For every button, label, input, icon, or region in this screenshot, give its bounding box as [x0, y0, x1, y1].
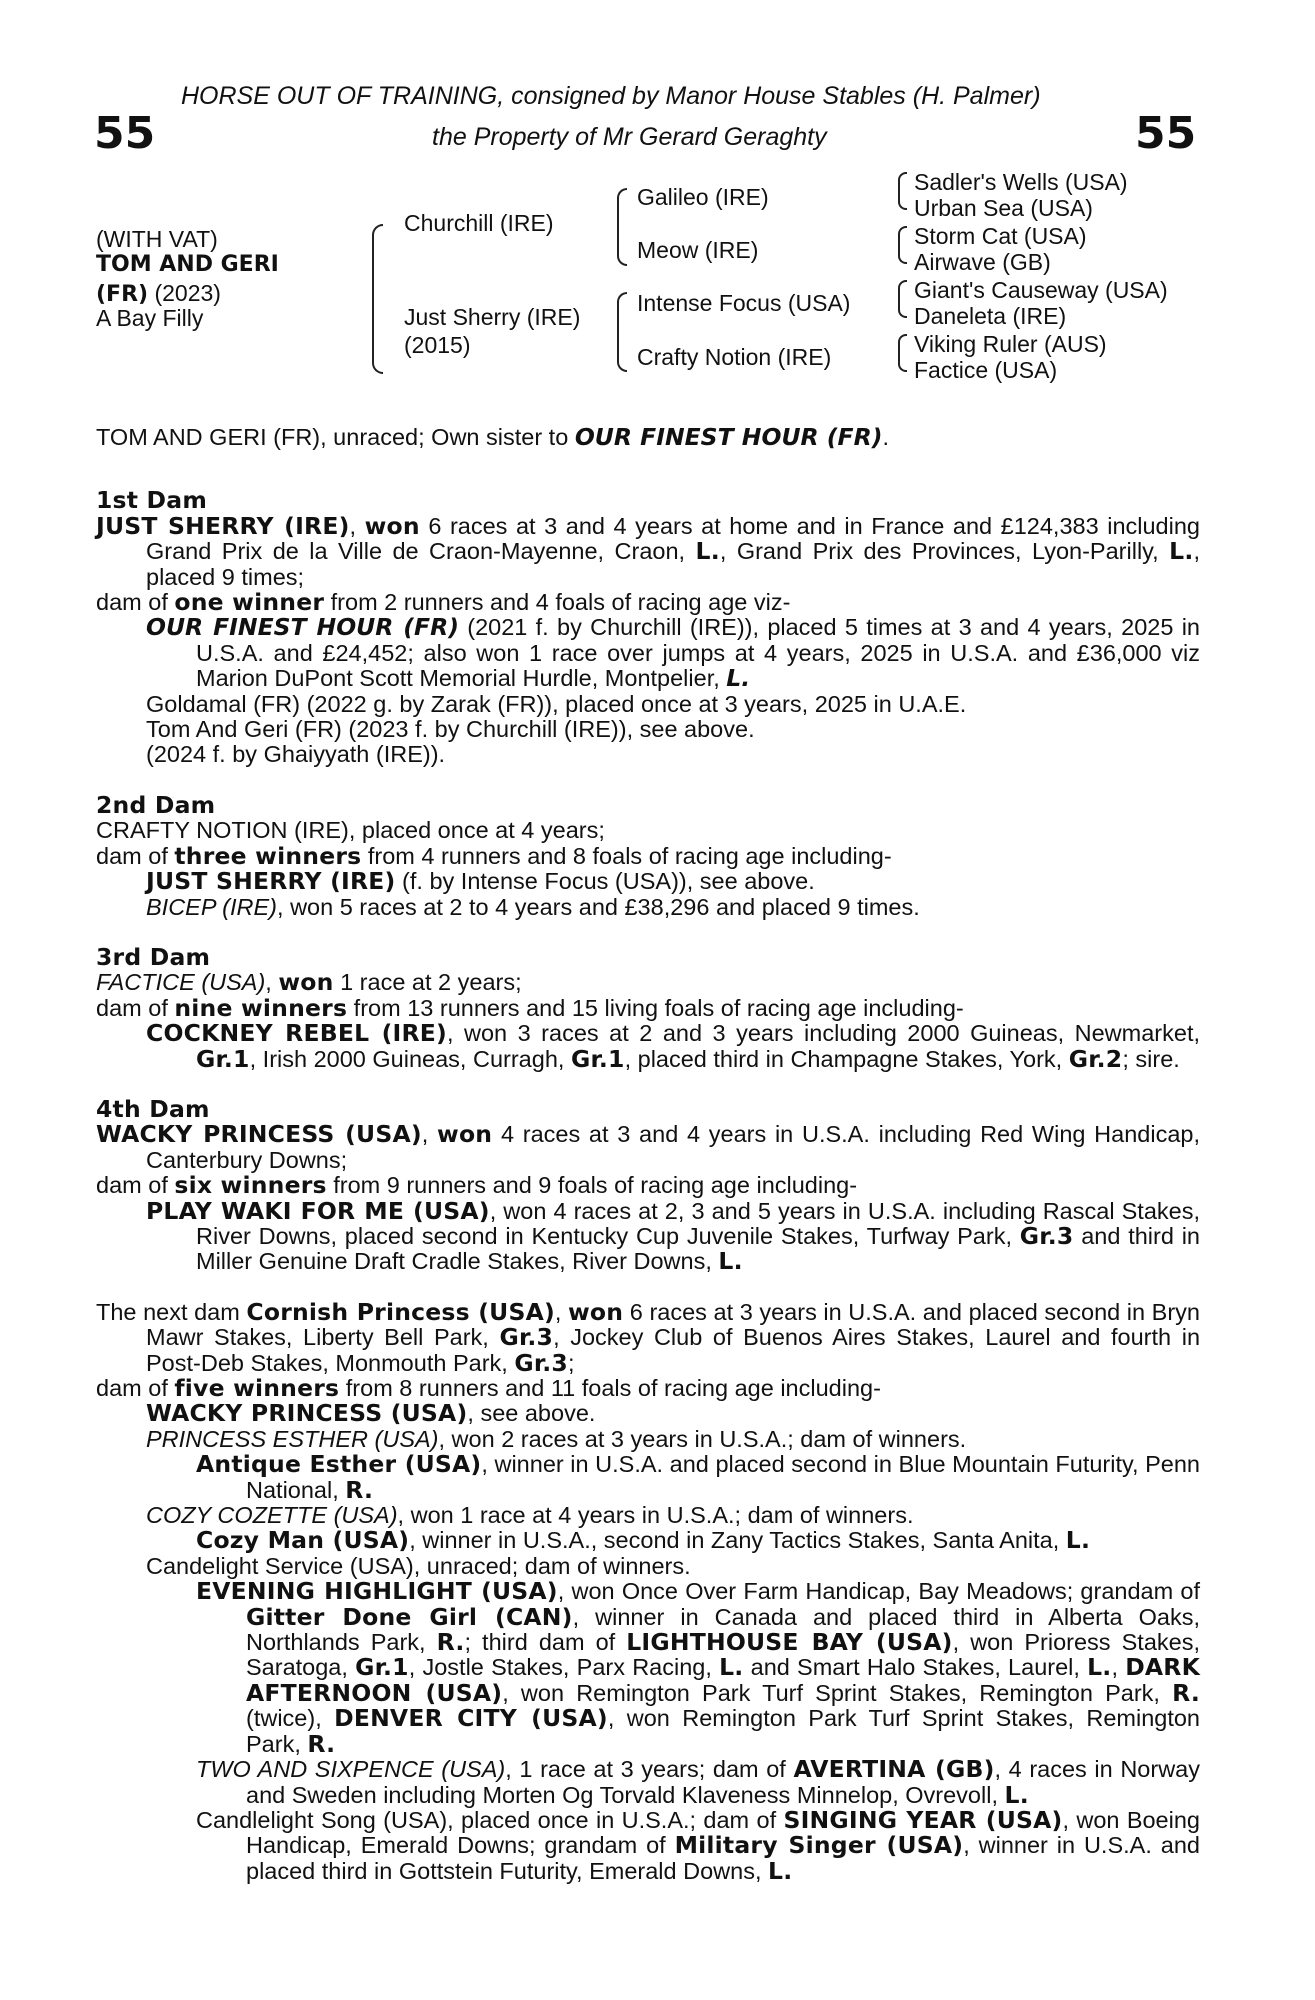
- produce-two-and-sixpence: TWO AND SIXPENCE (USA), 1 race at 3 years; dam of AVERTINA (GB), 4 races in Norway and Sweden including Morten Og Torvald Klaveness Minnelop, Ovrevoll, L.: [196, 1755, 1200, 1809]
- first-dam-produce-intro: dam of one winner from 2 runners and 4 foals of racing age viz-: [96, 588, 791, 617]
- third-dam-produce-intro: dam of nine winners from 13 runners and 15 living foals of racing age including-: [96, 993, 964, 1022]
- horse-name-line2: (FR) (2023): [96, 280, 221, 307]
- pedigree-dam-sire: Intense Focus (USA): [637, 290, 851, 316]
- first-dam-produce-4: (2024 f. by Ghaiyyath (IRE)).: [146, 741, 446, 768]
- pedigree-brace-sire: [617, 188, 627, 266]
- next-dam-produce-candelight-service: Candelight Service (USA), unraced; dam of winners.: [146, 1552, 691, 1579]
- vat-note: (WITH VAT): [96, 226, 218, 252]
- pedigree-g4-2: Urban Sea (USA): [914, 195, 1093, 221]
- pedigree-brace-g3: [898, 280, 907, 318]
- pedigree-brace-g4: [898, 334, 907, 372]
- second-dam-produce-1: JUST SHERRY (IRE) (f. by Intense Focus (USA)), see above.: [146, 867, 815, 896]
- pedigree-dam-dam: Crafty Notion (IRE): [637, 344, 832, 370]
- lot-number-right: 55: [1135, 108, 1197, 159]
- pedigree-g4-8: Factice (USA): [914, 357, 1058, 383]
- next-dam-produce-cozy-cozette: COZY COZETTE (USA), won 1 race at 4 years in U.S.A.; dam of winners.: [146, 1502, 914, 1529]
- second-dam-heading: 2nd Dam: [96, 790, 216, 819]
- pedigree-sire-dam: Meow (IRE): [637, 237, 759, 263]
- catalogue-body: [96, 425, 1200, 1884]
- pedigree-brace-g2: [898, 226, 907, 264]
- pedigree-sire: Churchill (IRE): [404, 210, 554, 236]
- pedigree-g4-7: Viking Ruler (AUS): [914, 331, 1107, 357]
- next-dam-produce-intro: dam of five winners from 8 runners and 11 foals of racing age including-: [96, 1374, 881, 1402]
- catalogue-header-line2: the Property of Mr Gerard Geraghty: [432, 123, 827, 151]
- fourth-dam-produce-intro: dam of six winners from 9 runners and 9 foals of racing age including-: [96, 1171, 858, 1200]
- pedigree-dam-year: (2015): [404, 332, 471, 358]
- pedigree-g4-5: Giant's Causeway (USA): [914, 277, 1168, 303]
- produce-cozy-man: Cozy Man (USA), winner in U.S.A., second in Zany Tactics Stakes, Santa Anita, L.: [196, 1526, 1091, 1555]
- produce-antique-esther: Antique Esther (USA), winner in U.S.A. and placed second in Blue Mountain Futurity, Penn National, R.: [196, 1450, 1200, 1504]
- intro-line: TOM AND GERI (FR), unraced; Own sister to OUR FINEST HOUR (FR).: [96, 423, 889, 451]
- pedigree-g4-1: Sadler's Wells (USA): [914, 169, 1128, 195]
- fourth-dam-heading: 4th Dam: [96, 1094, 210, 1123]
- fourth-dam-record: WACKY PRINCESS (USA), won 4 races at 3 and 4 years in U.S.A. including Red Wing Handicap, Canterbury Downs;: [96, 1120, 1200, 1173]
- third-dam-heading: 3rd Dam: [96, 942, 211, 971]
- produce-evening-highlight: EVENING HIGHLIGHT (USA), won Once Over Farm Handicap, Bay Meadows; grandam of Gitter Done Girl (CAN), winner in Canada and placed third in Alberta Oaks, Northlands Park, R.; third dam of LIGHTHOUSE BAY (USA), won Prioress Stakes, Saratoga, Gr.1, Jostle Stakes, Parx Racing, L. and Smart Halo Stakes, Laurel, L., DARK AFTERNOON (USA), won Remington Park Turf Sprint Stakes, Remington Park, R. (twice), DENVER CITY (USA), won Remington Park Turf Sprint Stakes, Remington Park, R.: [196, 1577, 1201, 1758]
- catalogue-header-line1: HORSE OUT OF TRAINING, consigned by Manor House Stables (H. Palmer): [181, 82, 1041, 110]
- next-dam-produce-princess-esther: PRINCESS ESTHER (USA), won 2 races at 3 years in U.S.A.; dam of winners.: [146, 1425, 967, 1452]
- lot-number-left: 55: [94, 108, 156, 159]
- pedigree-dam: Just Sherry (IRE): [404, 304, 581, 330]
- first-dam-record: JUST SHERRY (IRE), won 6 races at 3 and 4 years at home and in France and £124,383 including Grand Prix de la Ville de Craon-Mayenne, Craon, L., Grand Prix des Provinces, Lyon-Parilly, L., placed 9 times;: [96, 511, 1200, 590]
- fourth-dam-produce-1: PLAY WAKI FOR ME (USA), won 4 races at 2, 3 and 5 years in U.S.A. including Rascal Stakes, River Downs, placed second in Kentucky Cup Juvenile Stakes, Turfway Park, Gr.3 and third in Miller Genuine Draft Cradle Stakes, River Downs, L.: [146, 1196, 1200, 1276]
- pedigree-sire-sire: Galileo (IRE): [637, 184, 769, 210]
- horse-description: A Bay Filly: [96, 305, 204, 331]
- pedigree-g4-3: Storm Cat (USA): [914, 223, 1087, 249]
- pedigree-brace-g1: [898, 172, 907, 210]
- horse-name: TOM AND GERI: [96, 252, 279, 277]
- first-dam-heading: 1st Dam: [96, 486, 208, 515]
- pedigree-g4-6: Daneleta (IRE): [914, 303, 1067, 329]
- next-dam-produce-wacky-princess: WACKY PRINCESS (USA), see above.: [146, 1399, 596, 1428]
- next-dam-record: The next dam Cornish Princess (USA), won 6 races at 3 years in U.S.A. and placed second in Bryn Mawr Stakes, Liberty Bell Park, Gr.3, Jockey Club of Buenos Aires Stakes, Laurel and fourth in Post-Deb Stakes, Monmouth Park, Gr.3;: [96, 1297, 1201, 1377]
- second-dam-produce-intro: dam of three winners from 4 runners and 8 foals of racing age including-: [96, 841, 892, 870]
- second-dam-record: CRAFTY NOTION (IRE), placed once at 4 years;: [96, 817, 605, 844]
- pedigree-brace-dam: [617, 292, 627, 372]
- produce-candlelight-song: Candlelight Song (USA), placed once in U.S.A.; dam of SINGING YEAR (USA), won Boeing Handicap, Emerald Downs; grandam of Military Singer (USA), winner in U.S.A. and placed third in Gottstein Futurity, Emerald Downs, L.: [196, 1805, 1200, 1885]
- third-dam-record: FACTICE (USA), won 1 race at 2 years;: [96, 968, 522, 997]
- first-dam-produce-3: Tom And Geri (FR) (2023 f. by Churchill (IRE)), see above.: [146, 716, 755, 743]
- first-dam-produce-2: Goldamal (FR) (2022 g. by Zarak (FR)), placed once at 3 years, 2025 in U.A.E.: [146, 690, 967, 717]
- third-dam-produce-1: COCKNEY REBEL (IRE), won 3 races at 2 and 3 years including 2000 Guineas, Newmarket, Gr.1, Irish 2000 Guineas, Curragh, Gr.1, placed third in Champagne Stakes, York, Gr.2; sire.: [146, 1019, 1200, 1073]
- second-dam-produce-2: BICEP (IRE), won 5 races at 2 to 4 years and £38,296 and placed 9 times.: [146, 893, 920, 920]
- pedigree-brace-main: [372, 224, 383, 374]
- pedigree-g4-4: Airwave (GB): [914, 249, 1051, 275]
- first-dam-produce-1: OUR FINEST HOUR (FR) (2021 f. by Churchill (IRE)), placed 5 times at 3 and 4 years, 2025 in U.S.A. and £24,452; also won 1 race over jumps at 4 years, 2025 in U.S.A. and £36,000 viz Marion DuPont Scott Memorial Hurdle, Montpelier, L.: [146, 613, 1200, 693]
